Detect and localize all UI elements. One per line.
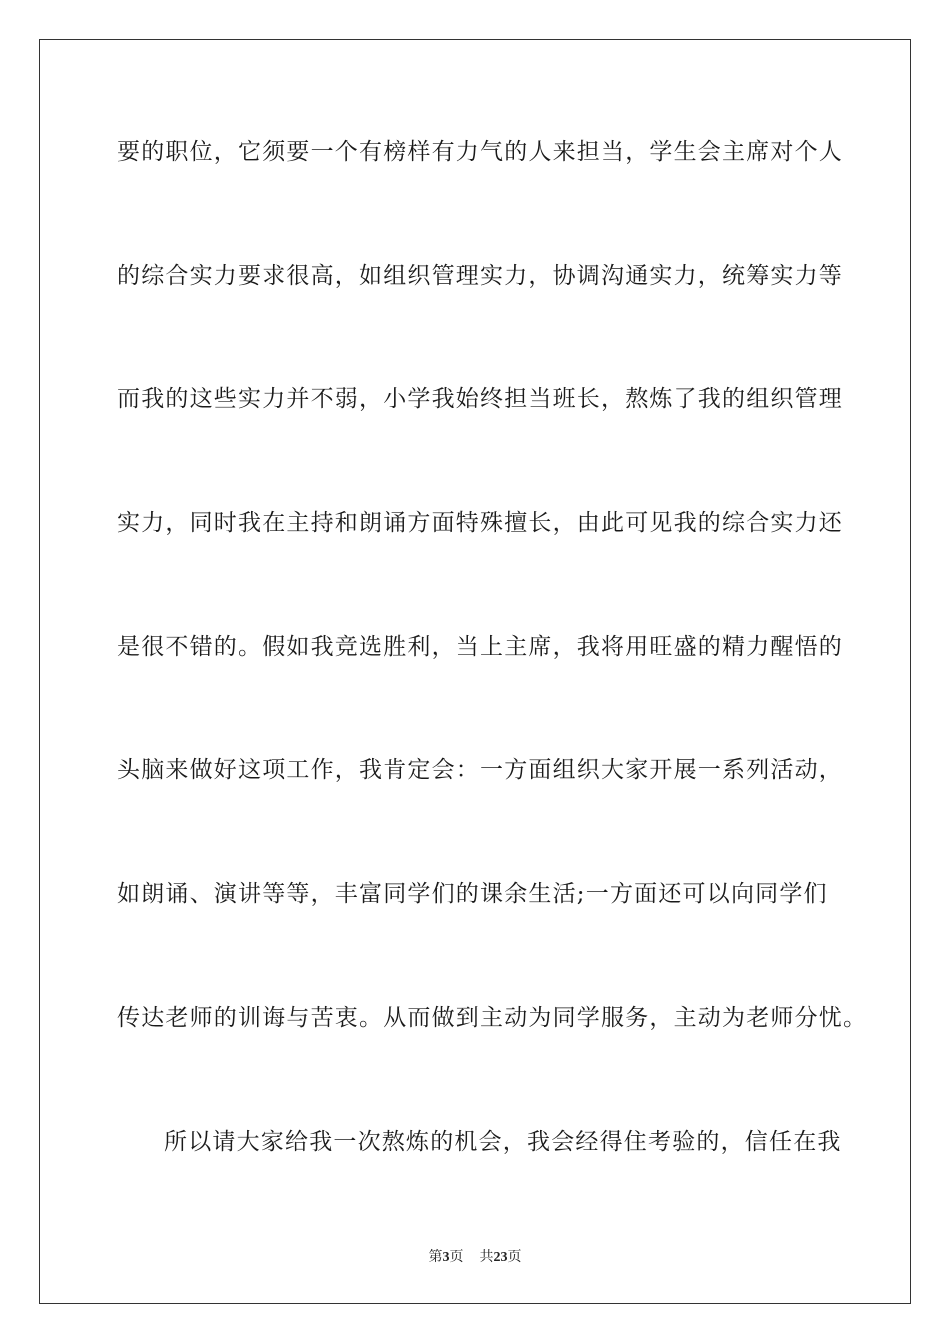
page-border bbox=[39, 39, 911, 1304]
page-label-prefix: 第 bbox=[428, 1249, 443, 1265]
text-line: 而我的这些实力并不弱，小学我始终担当班长，熬炼了我的组织管理 bbox=[117, 386, 843, 412]
text-line: 的综合实力要求很高，如组织管理实力，协调沟通实力，统筹实力等 bbox=[117, 263, 843, 289]
total-label-prefix: 共 bbox=[479, 1249, 494, 1265]
text-line: 头脑来做好这项工作，我肯定会：一方面组织大家开展一系列活动， bbox=[117, 757, 843, 783]
page-label-suffix: 页 bbox=[449, 1249, 464, 1265]
text-line: 如朗诵、演讲等等，丰富同学们的课余生活;一方面还可以向同学们 bbox=[117, 881, 828, 907]
text-line: 是很不错的。假如我竞选胜利，当上主席，我将用旺盛的精力醒悟的 bbox=[117, 634, 843, 660]
page-number: 3 bbox=[442, 1250, 450, 1265]
text-line: 要的职位，它须要一个有榜样有力气的人来担当，学生会主席对个人 bbox=[117, 139, 843, 165]
paragraph-start-line: 所以请大家给我一次熬炼的机会，我会经得住考验的，信任在我 bbox=[164, 1129, 842, 1155]
text-line: 实力，同时我在主持和朗诵方面特殊擅长，由此可见我的综合实力还 bbox=[117, 510, 843, 536]
text-line: 传达老师的训诲与苦衷。从而做到主动为同学服务，主动为老师分忧。 bbox=[117, 1005, 868, 1031]
total-pages: 23 bbox=[493, 1250, 508, 1265]
total-label-suffix: 页 bbox=[507, 1249, 522, 1265]
page-footer bbox=[0, 1247, 950, 1268]
